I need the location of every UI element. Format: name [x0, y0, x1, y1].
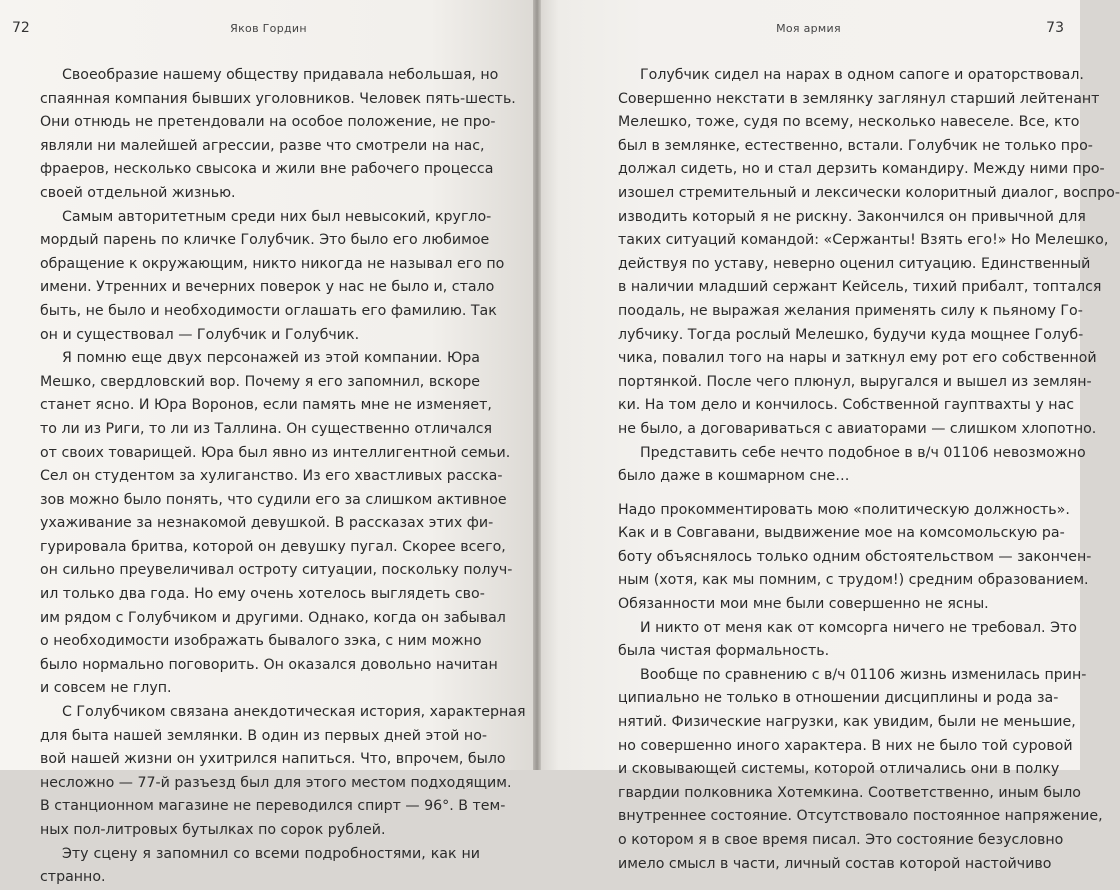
- right-page-text-line: но совершенно иного характера. В них не было той суровой: [618, 737, 1073, 754]
- left-page-text-line: Я помню еще двух персонажей из этой компании. Юра: [62, 350, 480, 367]
- right-page-text-line: Надо прокомментировать мою «политическую должность».: [618, 501, 1070, 518]
- page-number-right: 73: [1046, 20, 1064, 36]
- right-page-text-line: имело смысл в части, личный состав которой настойчиво: [618, 855, 1052, 872]
- left-page-text-line: было нормально поговорить. Он оказался довольно начитан: [40, 656, 498, 673]
- left-page-text-line: для быта нашей землянки. В один из первых дней этой но-: [40, 727, 487, 744]
- right-page-text-line: внутреннее состояние. Отсутствовало постоянное напряжение,: [618, 808, 1103, 825]
- left-page-text-line: быть, не было и необходимости оглашать его фамилию. Так: [40, 302, 497, 319]
- right-page-text-line: о котором я в свое время писал. Это состояние безусловно: [618, 832, 1064, 848]
- right-page-text-line: гвардии полковника Хотемкина. Соответственно, иным было: [618, 784, 1081, 801]
- right-page-text-line: лубчику. Тогда рослый Мелешко, будучи куда мощнее Голуб-: [618, 326, 1084, 343]
- left-page-text-line: В станционном магазине не переводился спирт — 96°. В тем-: [40, 798, 506, 815]
- left-page-text-line: Сел он студентом за хулиганство. Из его хвастливых расска-: [40, 468, 503, 485]
- left-page-text-line: станет ясно. И Юра Воронов, если память мне не изменяет,: [40, 397, 492, 414]
- left-page-text-line: являли ни малейшей агрессии, разве что смотрели на нас,: [40, 137, 485, 154]
- left-page-text-line: то ли из Риги, то ли из Таллина. Он существенно отличался: [40, 420, 493, 437]
- left-page-text-line: имени. Утренних и вечерних поверок у нас не было и, стало: [40, 279, 495, 296]
- right-page-text-line: чика, повалил того на нары и заткнул ему рот его собственной: [618, 350, 1097, 367]
- right-page-text-line: было даже в кошмарном сне…: [618, 468, 850, 485]
- left-page-text-line: ухаживание за незнакомой девушкой. В рассказах этих фи-: [40, 515, 494, 532]
- left-page-text-line: несложно — 77-й разъезд был для этого местом подходящим.: [40, 774, 512, 791]
- left-page-text-line: и совсем не глуп.: [40, 680, 172, 697]
- right-page-text-line: ки. На том дело и кончилось. Собственной гауптвахты у нас: [618, 397, 1075, 414]
- left-page-text-line: Своеобразие нашему обществу придавала небольшая, но: [62, 67, 499, 83]
- left-page-text-line: мордый парень по кличке Голубчик. Это было его любимое: [40, 232, 490, 249]
- right-page-text-line: боту объяснялось только одним обстоятельством — закончен-: [618, 548, 1092, 565]
- right-page-text-line: Голубчик сидел на нарах в одном сапоге и ораторствовал.: [640, 67, 1084, 83]
- right-page-text-line: должал сидеть, но и стал дерзить командиру. Между ними про-: [618, 161, 1105, 178]
- left-page-text-line: странно.: [40, 869, 106, 886]
- right-page-text-line: поодаль, не выражая желания применять силу к пьяному Го-: [618, 302, 1083, 319]
- right-page-text: [618, 64, 1120, 876]
- left-page-text-line: своей отдельной жизнью.: [40, 184, 236, 201]
- right-page-text-line: ципиально не только в отношении дисциплины и рода за-: [618, 690, 1059, 707]
- right-page-text-line: И никто от меня как от комсорга ничего не требовал. Это: [640, 619, 1077, 636]
- left-page-text-line: ных пол-литровых бутылках по сорок рублей.: [40, 822, 386, 838]
- right-page-text-line: Вообще по сравнению с в/ч 01106 жизнь изменилась прин-: [640, 666, 1087, 683]
- left-page-text-line: обращение к окружающим, никто никогда не называл его по: [40, 255, 505, 272]
- left-page-text-line: фраеров, несколько свысока и жили вне рабочего процесса: [40, 161, 494, 178]
- right-page-text-line: действуя по уставу, неверно оценил ситуацию. Единственный: [618, 255, 1091, 272]
- book-gutter: [533, 0, 541, 770]
- page-number-left: 72: [12, 20, 30, 36]
- left-page-text-line: вой нашей жизни он ухитрился напиться. Что, впрочем, было: [40, 751, 506, 768]
- running-head-left: Яков Гордин: [230, 22, 307, 35]
- right-page-text-line: и сковывающей системы, которой отличались они в полку: [618, 761, 1060, 778]
- right-page-text-line: нятий. Физические нагрузки, как увидим, были не меньшие,: [618, 714, 1076, 731]
- left-page-text-line: гурировала бритва, которой он девушку пугал. Скорее всего,: [40, 538, 506, 555]
- left-page-text-line: Самым авторитетным среди них был невысокий, кругло-: [62, 208, 492, 225]
- right-page-text-line: был в землянке, естественно, встали. Голубчик не только про-: [618, 137, 1093, 154]
- left-page-text-line: им рядом с Голубчиком и другими. Однако, когда он забывал: [40, 609, 506, 626]
- right-page-text-line: Как и в Совгавани, выдвижение мое на комсомольскую ра-: [618, 525, 1065, 542]
- left-page-text-line: Мешко, свердловский вор. Почему я его запомнил, вскоре: [40, 373, 480, 390]
- left-page-text-line: спаянная компания бывших уголовников. Человек пять-шесть.: [40, 90, 516, 107]
- right-page-text-line: изводить который я не рискну. Закончился он привычной для: [618, 208, 1086, 225]
- right-page-text-line: Представить себе нечто подобное в в/ч 01106 невозможно: [640, 444, 1086, 461]
- right-page-text-line: в наличии младший сержант Кейсель, тихий прибалт, топтался: [618, 279, 1102, 296]
- left-page: [0, 0, 537, 886]
- right-page-text-line: таких ситуаций командой: «Сержанты! Взять его!» Но Мелешко,: [618, 232, 1109, 249]
- running-head-right: Моя армия: [776, 22, 841, 35]
- right-page-text-line: Мелешко, тоже, судя по всему, несколько навеселе. Все, кто: [618, 114, 1080, 131]
- left-page-text-line: он сильно преувеличивал остроту ситуации, поскольку получ-: [40, 562, 513, 579]
- left-page-text-line: Эту сцену я запомнил со всеми подробностями, как ни: [62, 845, 480, 862]
- right-page-text-line: ным (хотя, как мы помним, с трудом!) средним образованием.: [618, 572, 1089, 589]
- left-page-text-line: он и существовал — Голубчик и Голубчик.: [40, 326, 360, 343]
- right-page-text-line: Совершенно некстати в землянку заглянул старший лейтенант: [618, 90, 1100, 107]
- left-page-text-line: ил только два года. Но ему очень хотелось выглядеть сво-: [40, 586, 485, 603]
- left-page-text-line: С Голубчиком связана анекдотическая история, характерная: [62, 704, 526, 721]
- right-page-text-line: портянкой. После чего плюнул, выругался и вышел из землян-: [618, 373, 1092, 390]
- left-page-text-line: от своих товарищей. Юра был явно из интеллигентной семьи.: [40, 444, 511, 461]
- left-page-text-line: о необходимости изображать бывалого зэка, с ним можно: [40, 633, 482, 650]
- right-page-text-line: Обязанности мои мне были совершенно не ясны.: [618, 596, 989, 613]
- right-page-text-line: изошел стремительный и лексически колоритный диалог, воспро-: [618, 184, 1120, 201]
- left-page-text-line: Они отнюдь не претендовали на особое положение, не про-: [40, 114, 496, 131]
- left-page-text-line: зов можно было понять, что судили его за слишком активное: [40, 491, 507, 508]
- right-page-text-line: была чистая формальность.: [618, 643, 830, 660]
- right-page: [537, 0, 1120, 872]
- left-page-text: [40, 64, 526, 890]
- right-page-text-line: не было, а договариваться с авиаторами — слишком хлопотно.: [618, 420, 1097, 437]
